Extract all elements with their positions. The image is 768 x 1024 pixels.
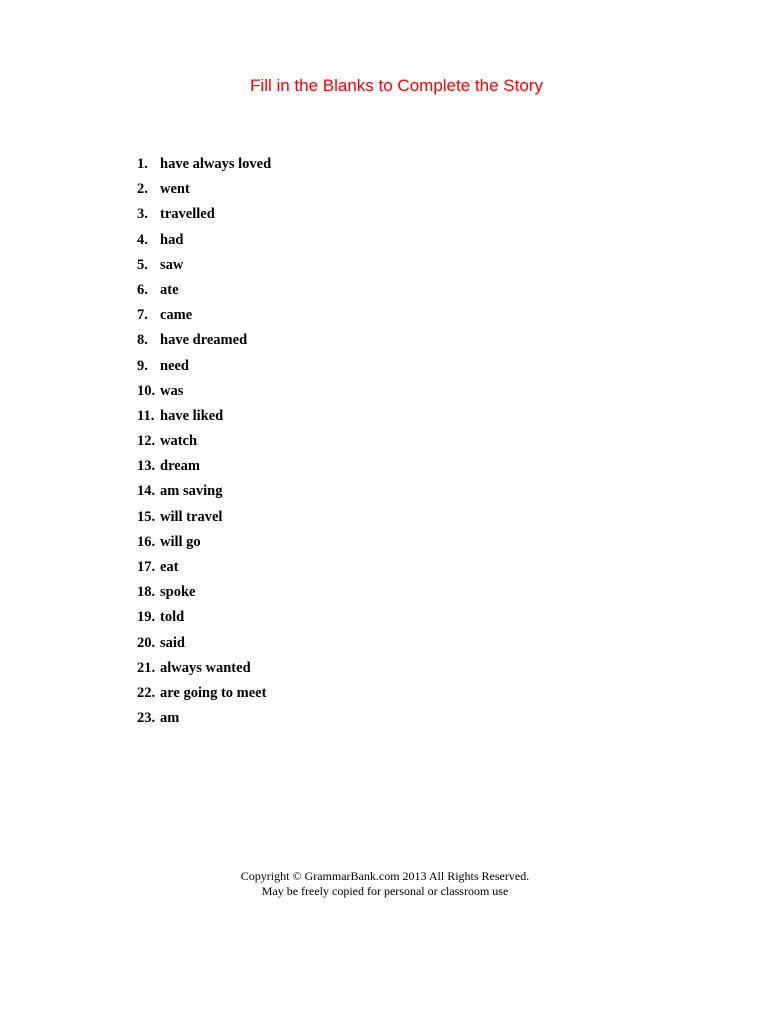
answer-text: have liked [160, 407, 224, 424]
answer-text: am [160, 710, 180, 727]
answer-number: 13. [137, 458, 156, 475]
answer-item [137, 656, 271, 681]
answer-item [137, 152, 271, 177]
answer-text: have always loved [160, 156, 272, 172]
answer-text: saw [160, 256, 184, 273]
copyright-notice: Copyright © GrammarBank.com 2013 All Rights Reserved. [240, 869, 530, 883]
answer-number: 22. [137, 684, 156, 701]
answer-number: 21. [137, 659, 156, 676]
answer-text: am saving [160, 483, 223, 500]
answer-text: are going to meet [160, 684, 267, 701]
answer-number: 4. [137, 231, 148, 248]
answer-item [137, 303, 271, 328]
usage-notice: May be freely copied for personal or classroom use [261, 884, 509, 898]
answer-text: said [160, 634, 185, 651]
answer-item [137, 454, 271, 479]
answer-text: travelled [160, 206, 215, 223]
answer-item [137, 202, 271, 227]
answer-text: ate [160, 281, 179, 298]
answer-item [137, 354, 271, 379]
answer-number: 19. [137, 609, 156, 626]
answer-item [137, 505, 271, 530]
answer-list [137, 152, 271, 731]
answer-text: will travel [160, 508, 223, 525]
answer-text: always wanted [160, 659, 251, 676]
answer-number: 6. [137, 281, 148, 298]
footer [0, 869, 768, 899]
answer-item [137, 328, 271, 353]
answer-text: need [160, 357, 189, 374]
answer-text: eat [160, 559, 179, 575]
answer-number: 18. [137, 584, 156, 601]
answer-text: dream [160, 458, 201, 475]
answer-number: 8. [137, 332, 148, 349]
answer-item [137, 479, 271, 504]
answer-text: had [160, 231, 184, 248]
answer-number: 12. [137, 433, 156, 450]
answer-number: 9. [137, 357, 148, 374]
answer-number: 5. [137, 256, 148, 273]
answer-number: 17. [137, 559, 156, 575]
answer-item [137, 404, 271, 429]
page-title: Fill in the Blanks to Complete the Story [250, 76, 543, 95]
answer-text: will go [160, 533, 201, 550]
answer-item [137, 177, 271, 202]
answer-item [137, 253, 271, 278]
answer-item [137, 580, 271, 605]
answer-number: 3. [137, 206, 148, 223]
answer-text: spoke [160, 584, 196, 601]
answer-text: was [160, 382, 184, 399]
answer-text: watch [160, 433, 198, 450]
answer-number: 2. [137, 181, 148, 198]
answer-number: 15. [137, 508, 156, 525]
answer-item [137, 605, 271, 630]
answer-text: told [160, 609, 185, 626]
answer-text: came [160, 307, 193, 324]
answer-number: 7. [137, 307, 148, 324]
answer-number: 23. [137, 710, 156, 727]
answer-text: have dreamed [160, 332, 248, 349]
answer-item [137, 530, 271, 555]
answer-number: 16. [137, 533, 156, 550]
answer-item [137, 631, 271, 656]
answer-item [137, 429, 271, 454]
answer-item [137, 278, 271, 303]
answer-number: 14. [137, 483, 156, 500]
answer-text: went [160, 181, 190, 198]
answer-number: 10. [137, 382, 156, 399]
answer-number: 20. [137, 634, 156, 651]
answer-item [137, 681, 271, 706]
answer-number: 11. [137, 407, 155, 424]
answer-item [137, 379, 271, 404]
answer-item [137, 706, 271, 731]
answer-number: 1. [137, 156, 148, 172]
answer-item [137, 555, 271, 580]
answer-item [137, 228, 271, 253]
